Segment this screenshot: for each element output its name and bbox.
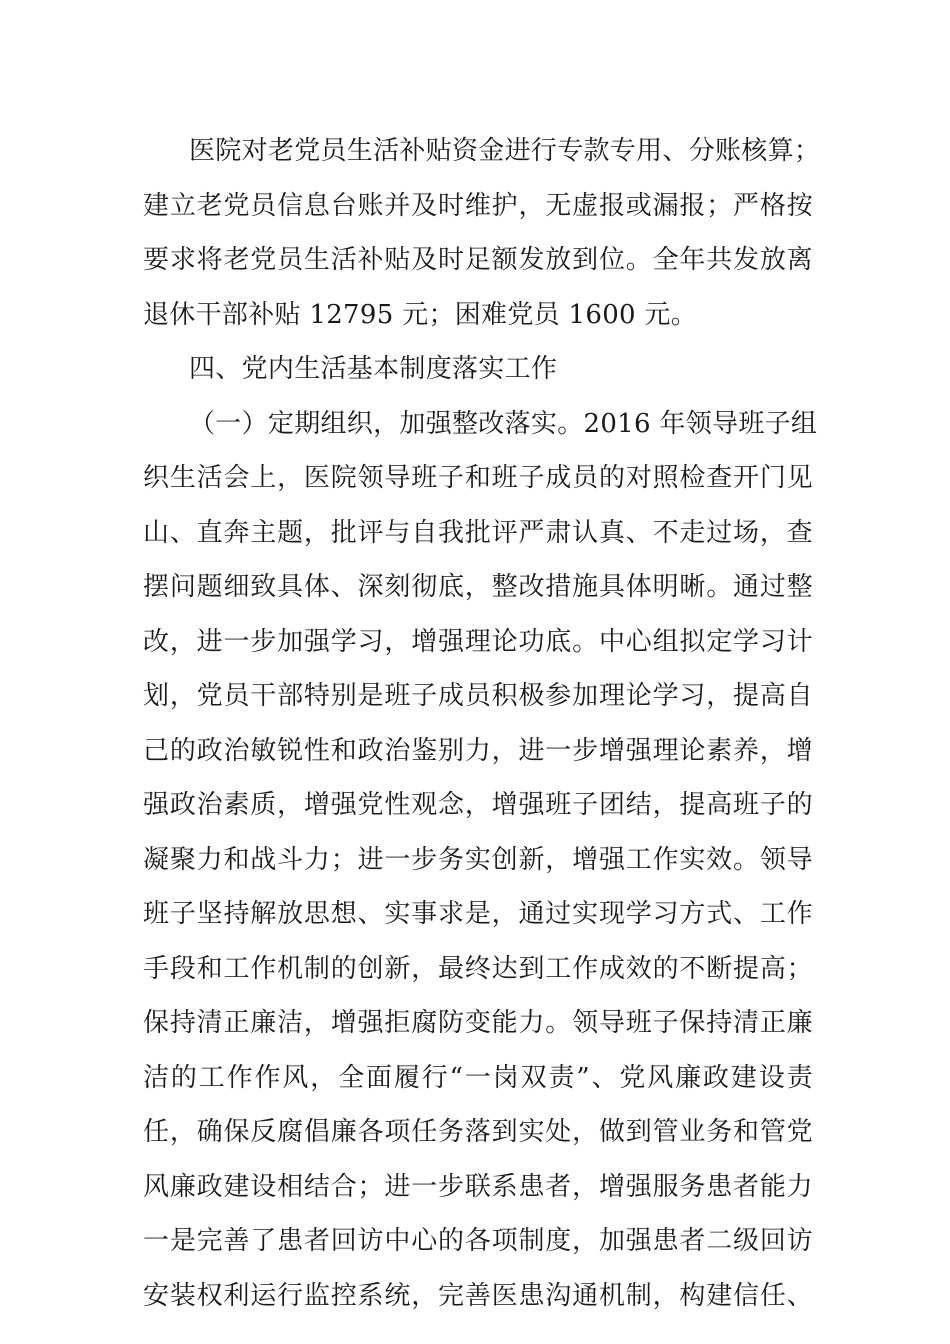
paragraph-line: 任，确保反腐倡廉各项任务落到实处，做到管业务和管党 <box>143 1117 813 1147</box>
paragraph-line: 己的政治敏锐性和政治鉴别力，进一步增强理论素养，增 <box>143 735 813 766</box>
paragraph-line: 一是完善了患者回访中心的各项制度，加强患者二级回访 <box>143 1226 813 1256</box>
paragraph-line: 洁的工作作风，全面履行“一岗双责”、党风廉政建设责 <box>143 1062 813 1093</box>
paragraph-line: 安装权利运行监控系统，完善医患沟通机制，构建信任、 <box>143 1280 813 1311</box>
paragraph-line: 保持清正廉洁，增强拒腐防变能力。领导班子保持清正廉 <box>143 1008 813 1038</box>
paragraph-line: 班子坚持解放思想、实事求是，通过实现学习方式、工作 <box>143 899 813 929</box>
paragraph-line: 风廉政建设相结合；进一步联系患者，增强服务患者能力 <box>143 1171 813 1202</box>
paragraph-line: 建立老党员信息台账并及时维护，无虚报或漏报；严格按 <box>143 190 813 221</box>
body-text <box>143 124 821 1323</box>
paragraph-line: （一）定期组织，加强整改落实。2016 年领导班子组 <box>189 408 818 439</box>
paragraph-line: 织生活会上，医院领导班子和班子成员的对照检查开门见 <box>143 463 813 493</box>
paragraph-line: 划，党员干部特别是班子成员积极参加理论学习，提高自 <box>143 681 813 711</box>
paragraph-line: 山、直奔主题，批评与自我批评严肃认真、不走过场，查 <box>143 517 813 548</box>
paragraph-line: 凝聚力和战斗力；进一步务实创新，增强工作实效。领导 <box>143 844 813 875</box>
paragraph-line: 退休干部补贴 12795 元；困难党员 1600 元。 <box>143 299 698 330</box>
paragraph-line: 要求将老党员生活补贴及时足额发放到位。全年共发放离 <box>143 245 813 275</box>
paragraph-line: 改，进一步加强学习，增强理论功底。中心组拟定学习计 <box>143 626 813 657</box>
paragraph-line: 强政治素质，增强党性观念，增强班子团结，提高班子的 <box>143 790 813 820</box>
paragraph-line: 摆问题细致具体、深刻彻底，整改措施具体明晰。通过整 <box>143 572 813 602</box>
section-heading: 四、党内生活基本制度落实工作 <box>189 354 558 384</box>
paragraph-line: 手段和工作机制的创新，最终达到工作成效的不断提高； <box>143 953 813 984</box>
paragraph-line: 医院对老党员生活补贴资金进行专款专用、分账核算； <box>189 136 821 166</box>
